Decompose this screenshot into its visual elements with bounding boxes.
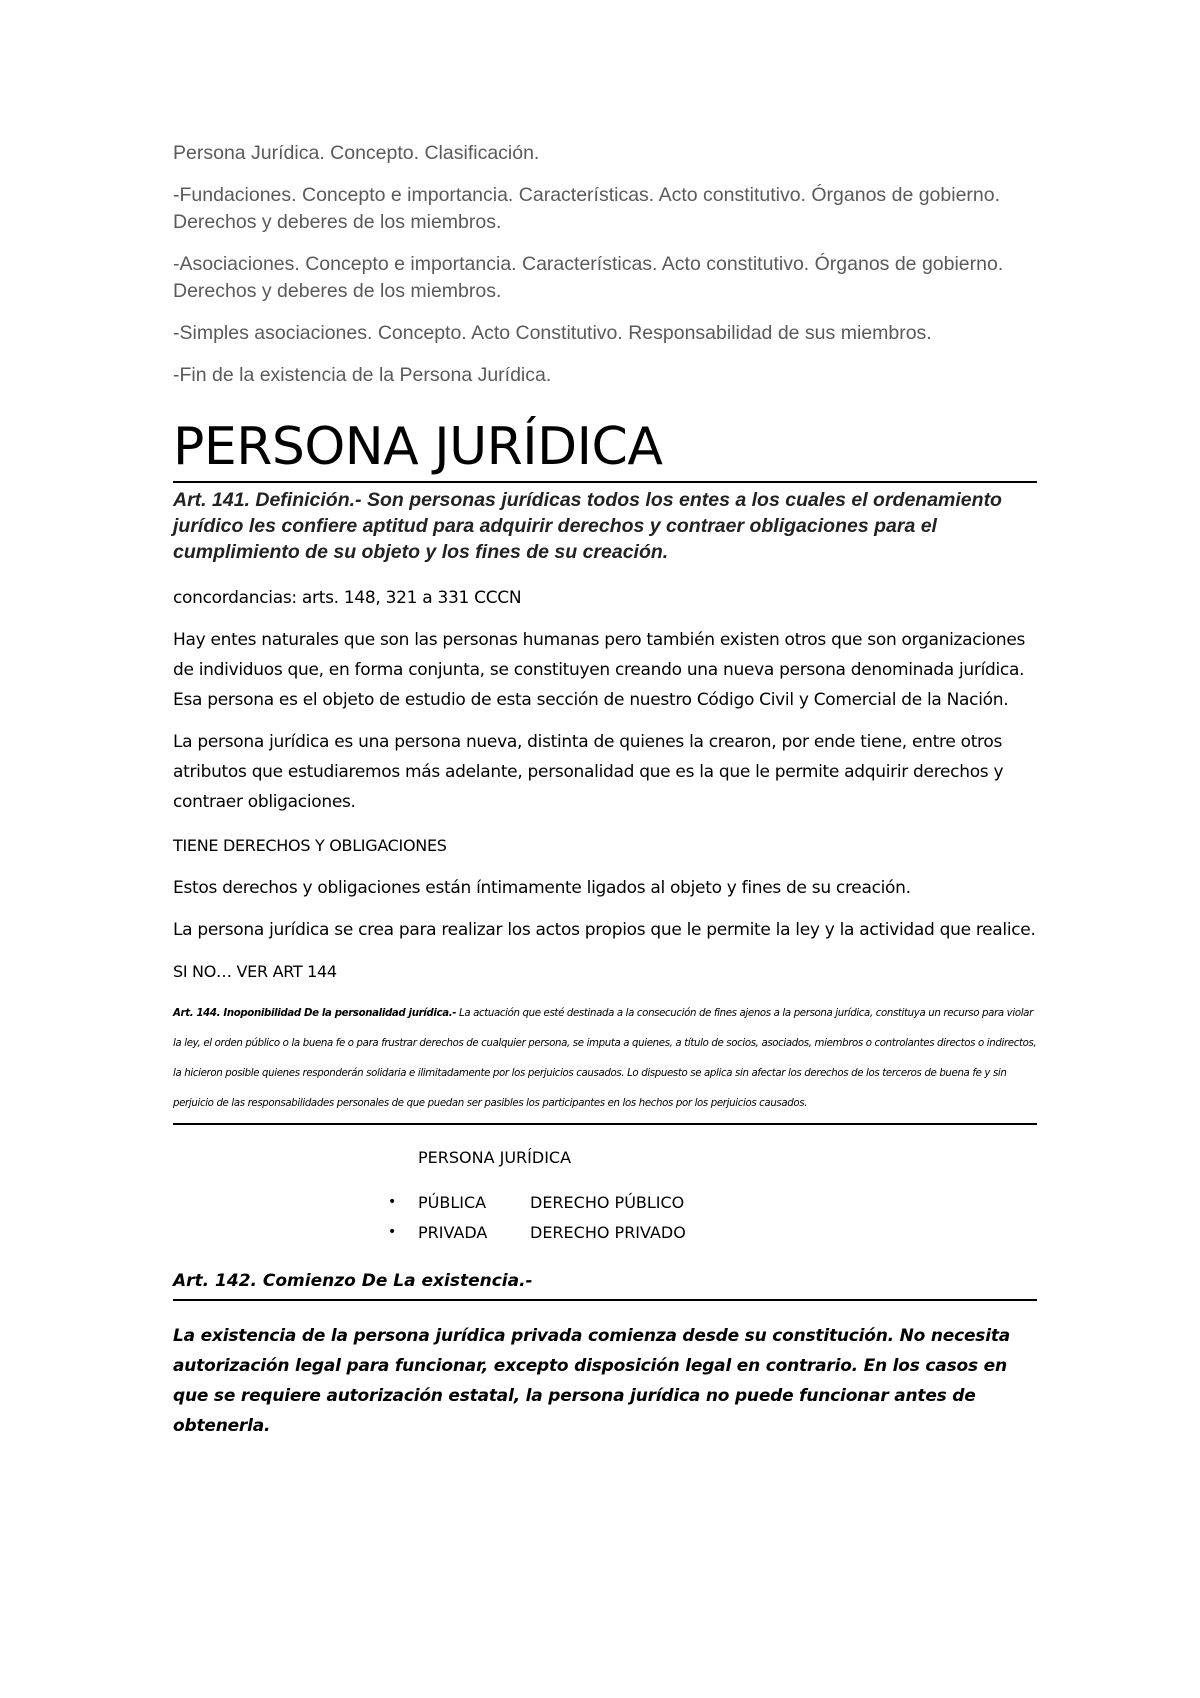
article-142-rule bbox=[173, 1299, 1037, 1301]
article-142-title: Art. 142. Comienzo De La existencia.- bbox=[173, 1271, 533, 1291]
paragraph-new-person: La persona jurídica es una persona nueva, distinta de quienes la crearon, por ende tiene, entre otros atributos que estudiaremos más adelante, personalidad que es la que le permite adquirir derechos y contraer obligaciones. bbox=[173, 732, 1004, 812]
document-page bbox=[173, 140, 1037, 1441]
classification-scheme bbox=[173, 1145, 1037, 1247]
scheme-row bbox=[388, 1217, 1037, 1247]
scheme-title: PERSONA JURÍDICA bbox=[418, 1148, 572, 1167]
article-144-rule bbox=[173, 1123, 1037, 1125]
topic-item: Persona Jurídica. Concepto. Clasificación. bbox=[173, 142, 540, 164]
topics-list bbox=[173, 140, 1037, 389]
concordancias: concordancias: arts. 148, 321 a 331 CCCN bbox=[173, 588, 522, 608]
scheme-kind: PÚBLICA bbox=[418, 1192, 487, 1212]
topic-item: -Fin de la existencia de la Persona Jurídica. bbox=[173, 364, 552, 386]
bullet-icon: • bbox=[388, 1224, 397, 1240]
scheme-kind: PRIVADA bbox=[418, 1222, 488, 1242]
article-144-heading: Art. 144. Inoponibilidad De la personalidad jurídica.- bbox=[173, 1008, 457, 1019]
scheme-row bbox=[388, 1187, 1037, 1217]
main-title: PERSONA JURÍDICA bbox=[173, 417, 663, 477]
article-144 bbox=[173, 999, 1037, 1119]
bullet-icon: • bbox=[388, 1194, 397, 1210]
topic-item: -Fundaciones. Concepto e importancia. Características. Acto constitutivo. Órganos de gobierno. Derechos y deberes de los miembros. bbox=[173, 184, 1001, 233]
article-141: Art. 141. Definición.- Son personas jurídicas todos los entes a los cuales el ordenamiento jurídico les confiere aptitud para adquirir derechos y contraer obligaciones para el cumplimiento de su objeto y los fines de su creación. bbox=[173, 489, 1002, 563]
article-144-body: La actuación que esté destinada a la consecución de fines ajenos a la persona jurídica, constituya un recurso para violar la ley, el orden público o la buena fe o para frustrar derechos de cualquier persona, se imputa a quienes, a título de socios, asociados, miembros o controlantes directos o indirectos, la hicieron posible quienes responderán solidaria e ilimitadamente por los perjuicios causados. Lo dispuesto se aplica sin afectar los derechos de los terceros de buena fe y sin perjuicio de las responsabilidades personales de que puedan ser pasibles los participantes en los hechos por los perjuicios causados. bbox=[173, 1008, 1037, 1109]
title-rule bbox=[173, 481, 1037, 483]
paragraph-natural-entities: Hay entes naturales que son las personas humanas pero también existen otros que son organizaciones de individuos que, en forma conjunta, se constituyen creando una nueva persona denominada jurídica. Esa persona es el objeto de estudio de esta sección de nuestro Código Civil y Comercial de la Nación. bbox=[173, 630, 1026, 710]
scheme-law: DERECHO PRIVADO bbox=[530, 1222, 686, 1242]
paragraph-purpose: La persona jurídica se crea para realizar los actos propios que le permite la ley y la actividad que realice. bbox=[173, 920, 1036, 940]
paragraph-rights-linked: Estos derechos y obligaciones están íntimamente ligados al objeto y fines de su creación. bbox=[173, 878, 911, 898]
article-142-body: La existencia de la persona jurídica privada comienza desde su constitución. No necesita autorización legal para funcionar, excepto disposición legal en contrario. En los casos en que se requiere autorización estatal, la persona jurídica no puede funcionar antes de obtenerla. bbox=[173, 1326, 1011, 1436]
topic-item: -Simples asociaciones. Concepto. Acto Constitutivo. Responsabilidad de sus miembros. bbox=[173, 322, 932, 344]
topic-item: -Asociaciones. Concepto e importancia. Características. Acto constitutivo. Órganos de gobierno. Derechos y deberes de los miembros. bbox=[173, 253, 1004, 302]
rights-obligations-heading: TIENE DERECHOS Y OBLIGACIONES bbox=[173, 836, 447, 855]
see-art-144: SI NO… VER ART 144 bbox=[173, 962, 337, 981]
scheme-law: DERECHO PÚBLICO bbox=[530, 1192, 685, 1212]
